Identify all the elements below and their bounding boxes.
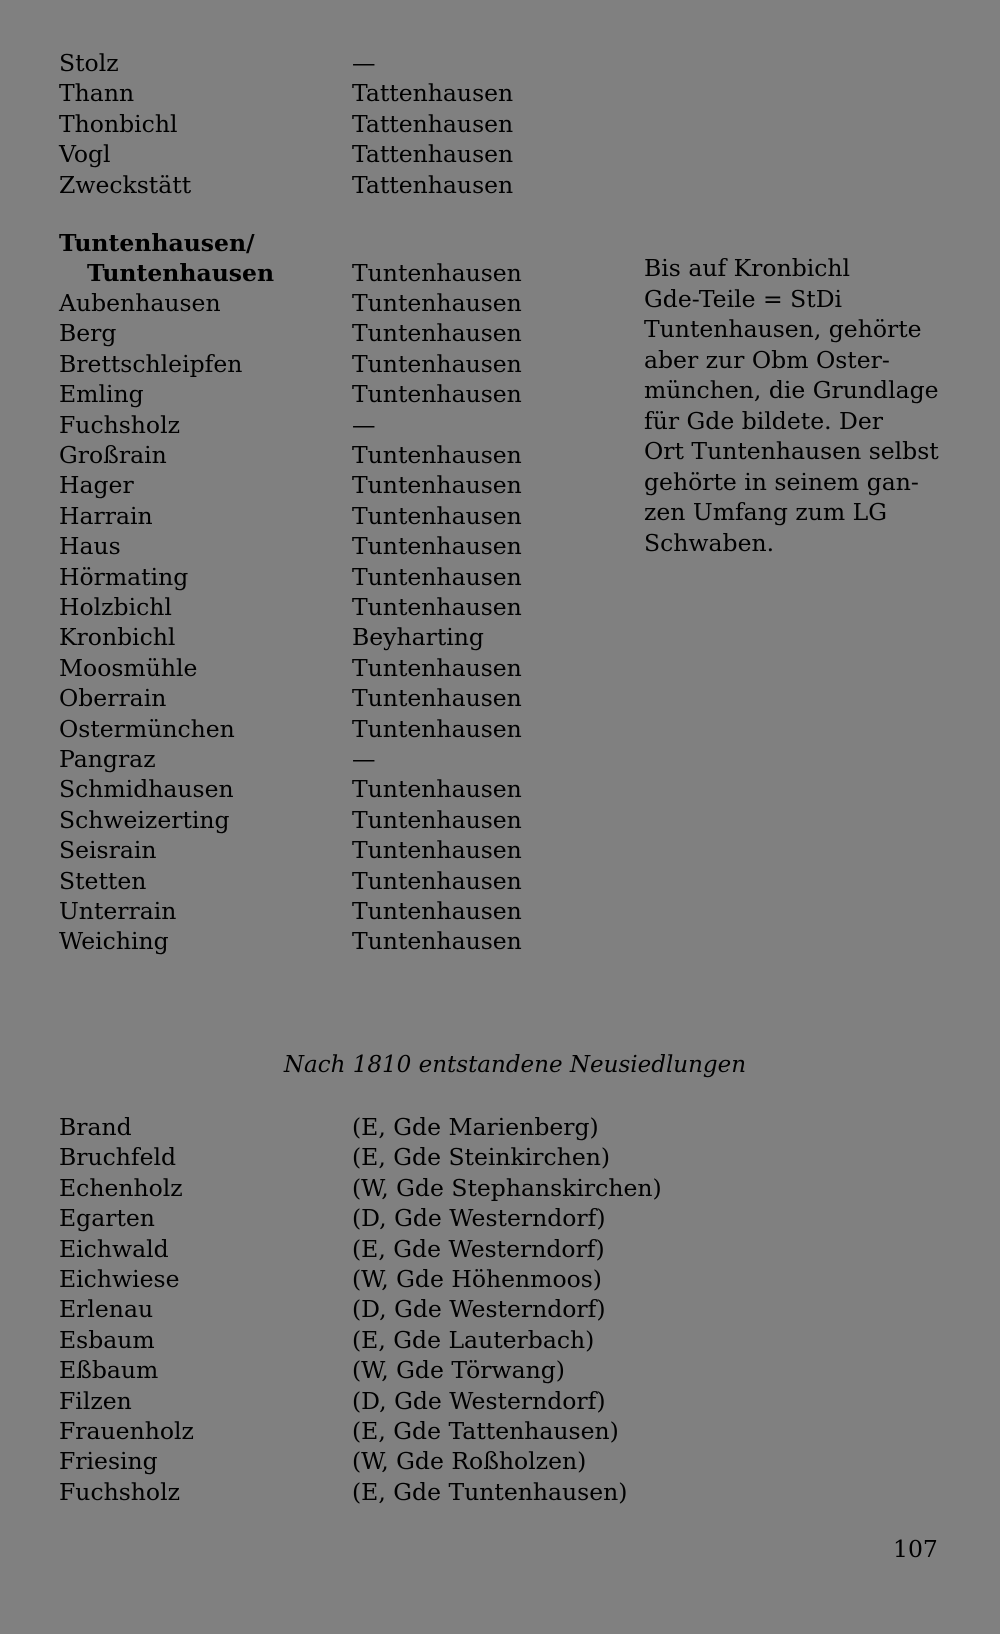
parish-name: Tuntenhausen	[352, 289, 522, 317]
parish-name: Tuntenhausen	[352, 319, 522, 348]
note-line: gehörte in seinem gan-	[644, 467, 919, 496]
place-name: Bruchfeld	[59, 1143, 177, 1172]
note-line: Ort Tuntenhausen selbst	[644, 437, 939, 465]
place-name: Weiching	[59, 927, 169, 956]
place-name: Stolz	[59, 49, 119, 77]
settlement-info: (E, Gde Tattenhausen)	[352, 1417, 619, 1445]
parish-name: Tuntenhausen	[352, 532, 522, 561]
parish-name: Beyharting	[352, 623, 484, 652]
settlement-info: (W, Gde Roßholzen)	[352, 1447, 587, 1476]
settlement-info: (W, Gde Höhenmoos)	[352, 1265, 602, 1293]
place-name: Eichwald	[59, 1234, 169, 1263]
place-name: Vogl	[59, 140, 111, 169]
place-name: Ostermünchen	[59, 714, 235, 743]
parish-name: Tuntenhausen	[352, 562, 522, 591]
place-name: Eichwiese	[59, 1265, 180, 1293]
place-name: Thann	[59, 79, 135, 108]
place-name: Fuchsholz	[59, 1477, 180, 1506]
place-name: Stetten	[59, 866, 147, 895]
parish-name: Tuntenhausen	[352, 380, 522, 409]
group-heading-line1: Tuntenhausen/	[59, 229, 255, 257]
settlement-info: (D, Gde Westerndorf)	[352, 1204, 606, 1233]
parish-name: —	[352, 745, 376, 773]
parish-name: Tuntenhausen	[352, 653, 522, 682]
place-name: Brettschleipfen	[59, 349, 243, 378]
place-name: Holzbichl	[59, 593, 172, 621]
note-line: Gde-Teile = StDi	[644, 284, 843, 313]
note-line: Bis auf Kronbichl	[644, 254, 851, 282]
place-name: Hager	[59, 471, 134, 500]
side-note	[644, 253, 944, 558]
parish-name: Tuntenhausen	[352, 684, 522, 713]
parish-name: Tattenhausen	[352, 79, 514, 108]
note-line: münchen, die Grundlage	[644, 376, 939, 404]
place-name: Schweizerting	[59, 805, 230, 834]
parish-name: Tuntenhausen	[352, 714, 522, 743]
settlement-info: (W, Gde Stephanskirchen)	[352, 1173, 662, 1202]
parish-name: Tuntenhausen	[352, 927, 522, 956]
parish-name: Tuntenhausen	[352, 471, 522, 500]
settlement-info: (E, Gde Tuntenhausen)	[352, 1477, 628, 1506]
place-name: Esbaum	[59, 1325, 155, 1354]
note-line: Tuntenhausen, gehörte	[644, 315, 922, 343]
parish-name: Tuntenhausen	[352, 805, 522, 834]
place-name: Frauenholz	[59, 1417, 194, 1445]
place-name: Unterrain	[59, 897, 177, 925]
note-line: zen Umfang zum LG	[644, 498, 887, 526]
group-heading-parish: Tuntenhausen	[352, 259, 522, 287]
place-name: Emling	[59, 380, 144, 409]
place-name: Harrain	[59, 501, 153, 530]
parish-name: —	[352, 410, 376, 439]
settlement-info: (E, Gde Marienberg)	[352, 1113, 599, 1141]
group-heading-line2: Tuntenhausen	[87, 259, 275, 287]
place-name: Schmidhausen	[59, 775, 234, 804]
place-name: Filzen	[59, 1386, 132, 1415]
note-line: Schwaben.	[644, 528, 775, 557]
place-name: Seisrain	[59, 836, 157, 865]
place-name: Haus	[59, 532, 121, 561]
place-name: Moosmühle	[59, 653, 198, 682]
settlement-info: (D, Gde Westerndorf)	[352, 1295, 606, 1324]
parish-name: Tattenhausen	[352, 170, 514, 199]
parish-name: Tuntenhausen	[352, 441, 522, 469]
place-name: Aubenhausen	[59, 289, 221, 317]
parish-name: Tuntenhausen	[352, 593, 522, 621]
place-name: Großrain	[59, 441, 167, 469]
place-name: Brand	[59, 1113, 132, 1141]
note-line: für Gde bildete. Der	[644, 406, 884, 435]
parish-name: Tuntenhausen	[352, 866, 522, 895]
settlement-info: (E, Gde Westerndorf)	[352, 1234, 605, 1263]
section-title: Nach 1810 entstandene Neusiedlungen	[283, 1052, 747, 1078]
parish-name: Tuntenhausen	[352, 349, 522, 378]
parish-name: Tattenhausen	[352, 140, 514, 169]
settlement-info: (E, Gde Lauterbach)	[352, 1325, 595, 1354]
settlement-info: (E, Gde Steinkirchen)	[352, 1143, 611, 1172]
place-name: Eßbaum	[59, 1356, 159, 1385]
page-number: 107	[893, 1535, 938, 1563]
place-name: Echenholz	[59, 1173, 183, 1202]
place-name: Friesing	[59, 1447, 158, 1476]
place-name: Berg	[59, 319, 117, 348]
place-name: Fuchsholz	[59, 410, 180, 439]
place-name: Kronbichl	[59, 623, 176, 652]
place-name: Egarten	[59, 1204, 155, 1233]
place-name: Thonbichl	[59, 109, 178, 138]
note-line: aber zur Obm Oster-	[644, 345, 890, 374]
parish-name: Tuntenhausen	[352, 501, 522, 530]
place-name: Erlenau	[59, 1295, 154, 1324]
parish-name: Tuntenhausen	[352, 775, 522, 804]
place-name: Pangraz	[59, 745, 156, 773]
settlement-info: (D, Gde Westerndorf)	[352, 1386, 606, 1415]
parish-name: —	[352, 49, 376, 77]
place-name: Hörmating	[59, 562, 189, 591]
parish-name: Tuntenhausen	[352, 897, 522, 925]
settlement-info: (W, Gde Törwang)	[352, 1356, 565, 1385]
parish-name: Tattenhausen	[352, 109, 514, 138]
place-name: Zweckstätt	[59, 170, 192, 199]
place-name: Oberrain	[59, 684, 167, 713]
parish-name: Tuntenhausen	[352, 836, 522, 865]
